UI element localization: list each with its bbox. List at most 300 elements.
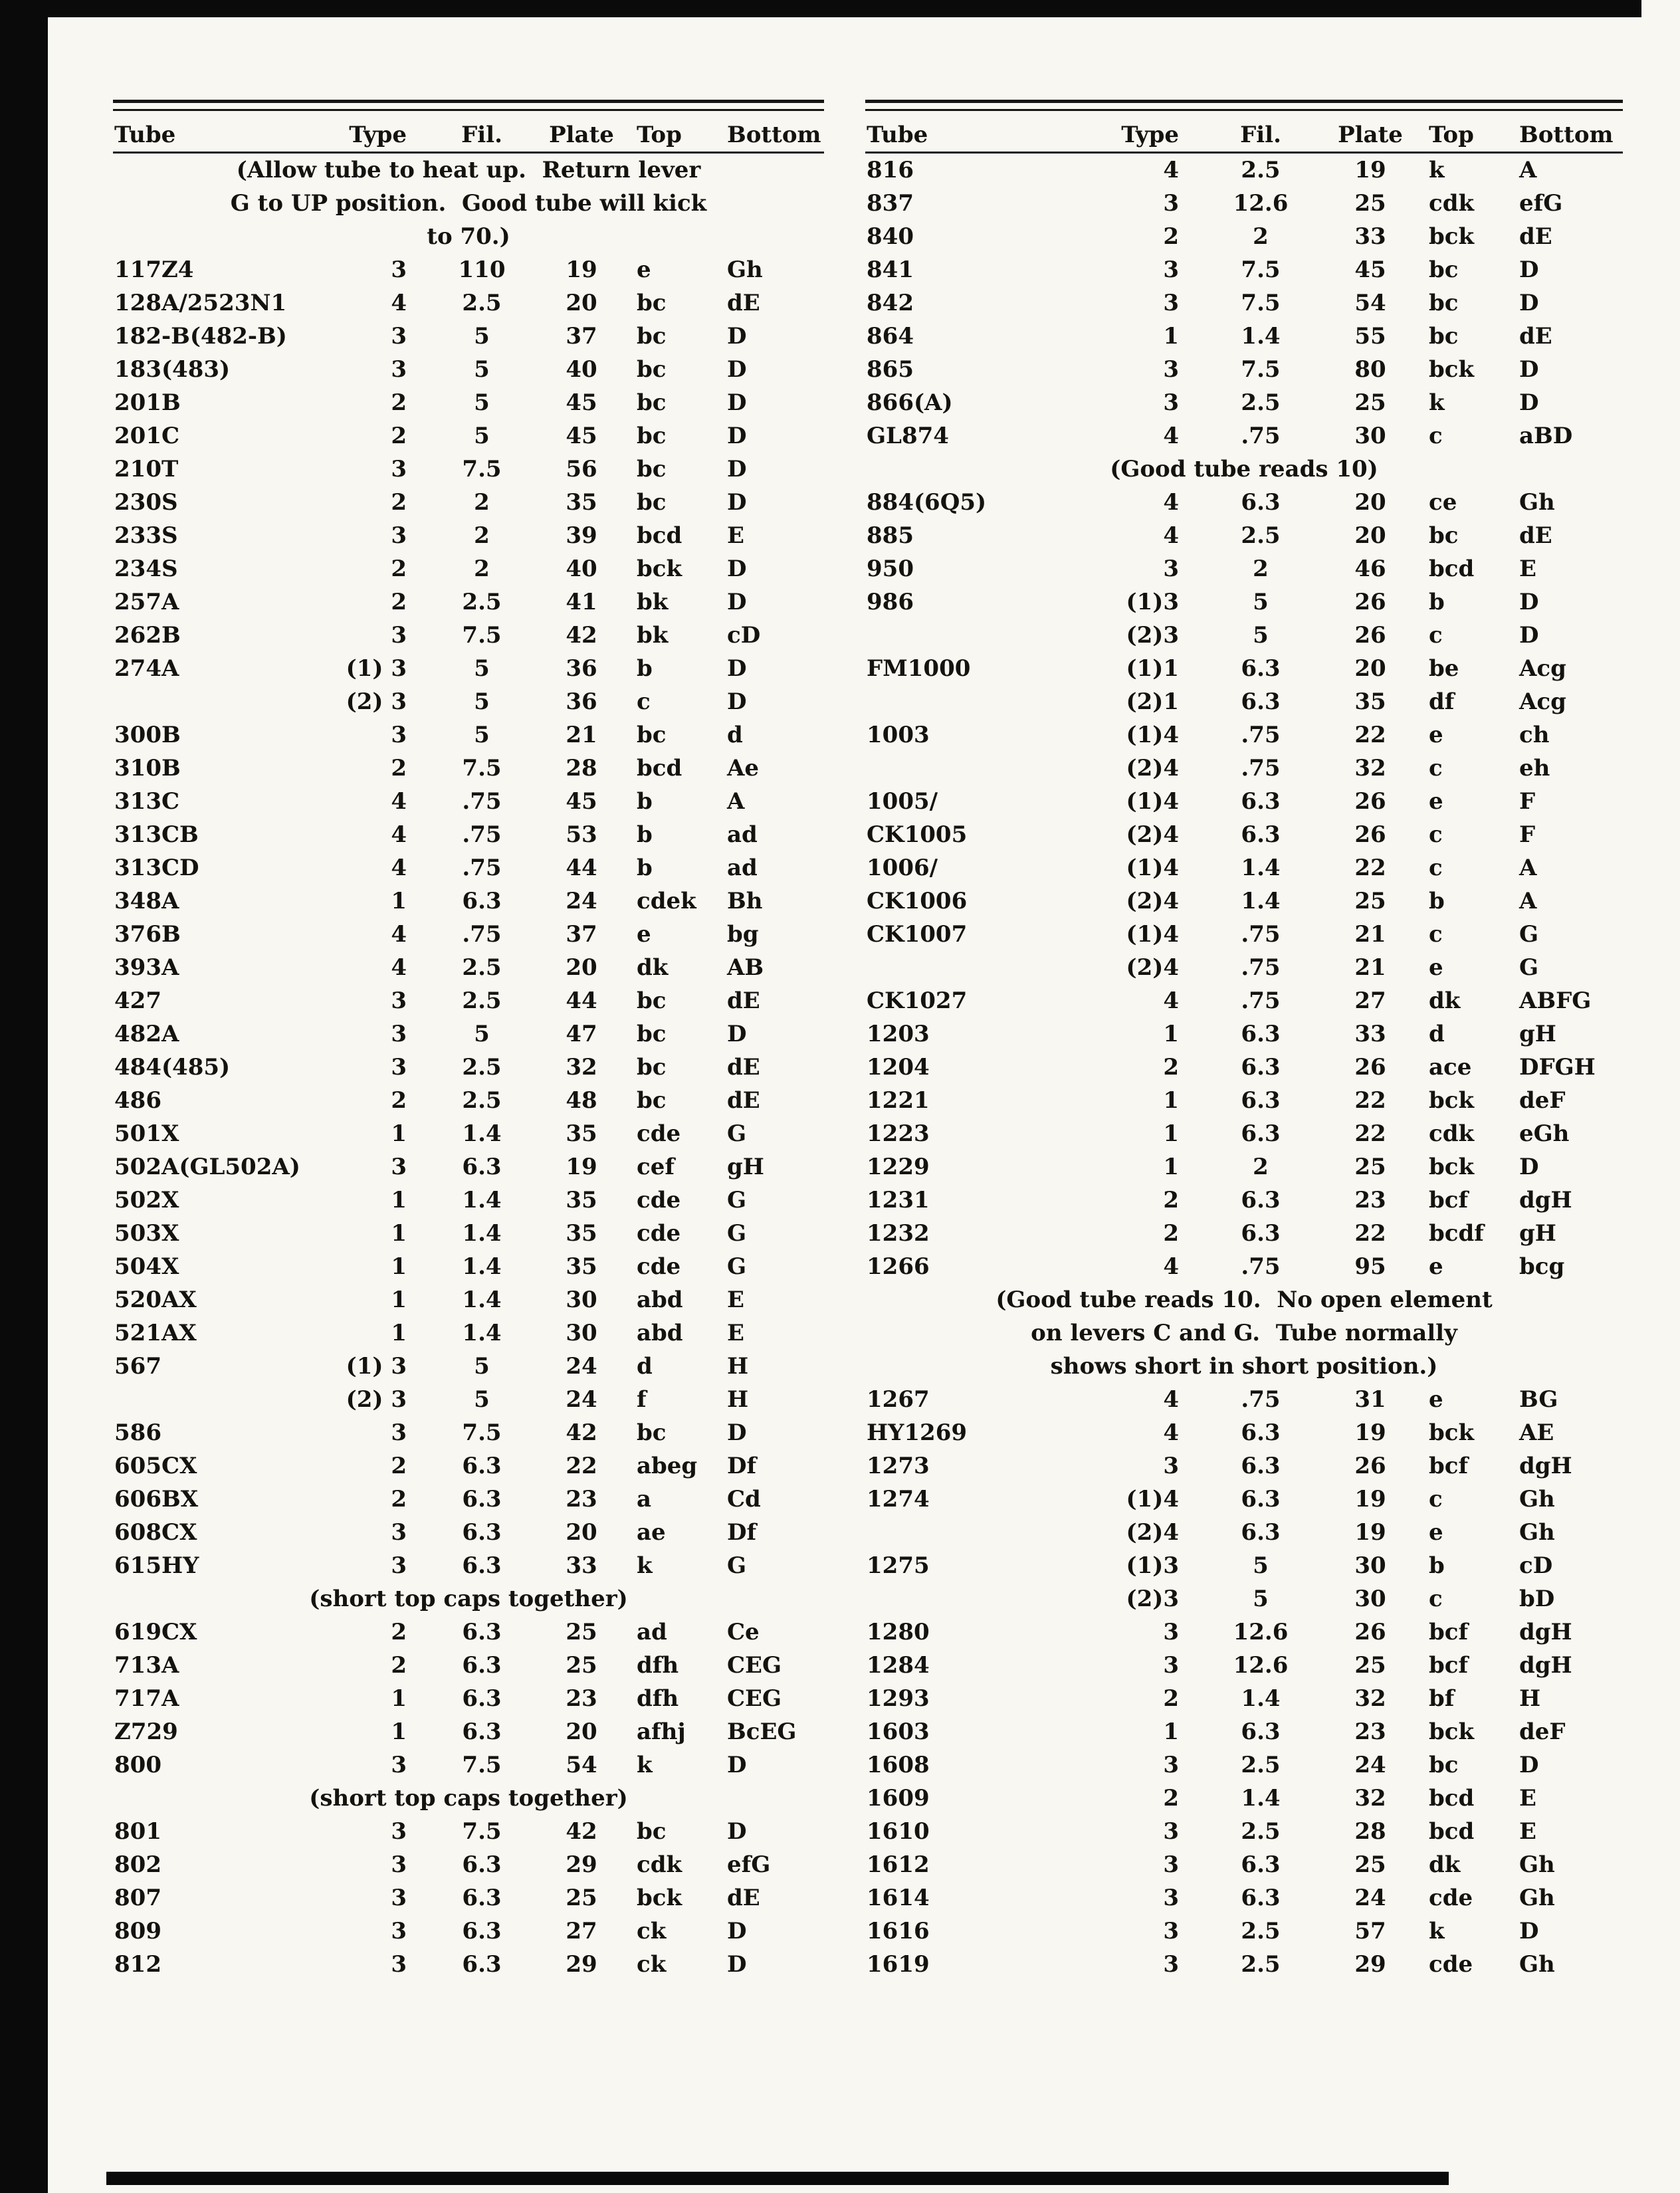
cell-bottom: cD: [1519, 1552, 1553, 1579]
column-header: Type: [1121, 122, 1179, 148]
tube-row: [113, 353, 824, 386]
cell-fil: 6.3: [1241, 1885, 1281, 1911]
cell-top: b: [637, 821, 653, 848]
cell-fil: 5: [474, 356, 490, 383]
cell-bottom: D: [727, 423, 747, 449]
cell-fil: 5: [1253, 589, 1269, 615]
cell-bottom: eh: [1519, 755, 1550, 782]
cell-type: (1)4: [1126, 722, 1179, 748]
cell-top: bc: [637, 290, 667, 316]
cell-plate: 19: [566, 257, 597, 283]
cell-top: cde: [637, 1220, 681, 1247]
cell-tube: [865, 951, 1085, 984]
cell-type: 3: [391, 1951, 407, 1978]
column-header: Fil.: [461, 122, 502, 148]
cell-top: dfh: [637, 1685, 679, 1712]
tube-table-left: [113, 100, 824, 1981]
cell-plate: 24: [566, 1353, 597, 1380]
cell-tube: 1232: [867, 1220, 930, 1247]
tube-row: [865, 818, 1623, 851]
cell-top: bk: [637, 622, 669, 649]
cell-top: k: [1429, 1918, 1445, 1944]
cell-top: ce: [1429, 489, 1457, 516]
cell-fil: 6.3: [1241, 1120, 1281, 1147]
cell-tube: 201C: [114, 423, 180, 449]
cell-type: 2: [1163, 1187, 1179, 1213]
cell-fil: 2.5: [1241, 1752, 1281, 1778]
cell-bottom: dE: [727, 290, 760, 316]
cell-fil: 2.5: [1241, 1951, 1281, 1978]
cell-plate: 40: [566, 356, 597, 383]
cell-bottom: D: [727, 389, 747, 416]
cell-plate: 25: [1354, 1851, 1386, 1878]
cell-plate: 33: [1354, 1021, 1386, 1047]
tube-row: [865, 619, 1623, 652]
cell-bottom: F: [1519, 821, 1536, 848]
tube-row: [113, 785, 824, 818]
cell-fil: 5: [474, 323, 490, 350]
cell-fil: 5: [474, 1386, 490, 1413]
cell-top: bc: [1429, 522, 1459, 549]
tube-row: [113, 1483, 824, 1516]
cell-fil: 5: [474, 423, 490, 449]
cell-type: (1) 3: [346, 1353, 407, 1380]
cell-fil: 6.3: [462, 1652, 502, 1679]
cell-fil: 6.3: [462, 1486, 502, 1513]
cell-type: 4: [1163, 423, 1179, 449]
cell-tube: 482A: [114, 1021, 179, 1047]
cell-tube: 841: [867, 257, 914, 283]
tube-row: [113, 1881, 824, 1915]
cell-type: 2: [1163, 1220, 1179, 1247]
header-top-rule: [865, 100, 1623, 111]
cell-tube: 502A(GL502A): [114, 1154, 300, 1180]
cell-plate: 95: [1354, 1253, 1386, 1280]
cell-bottom: D: [1519, 257, 1539, 283]
cell-top: bk: [637, 589, 669, 615]
cell-type: 1: [1163, 1120, 1179, 1147]
cell-plate: 25: [1354, 1652, 1386, 1679]
cell-type: 2: [391, 755, 407, 782]
cell-fil: 6.3: [1241, 1486, 1281, 1513]
cell-plate: 19: [1354, 157, 1386, 183]
cell-top: bc: [637, 1021, 667, 1047]
cell-plate: 25: [566, 1885, 597, 1911]
cell-tube: 1266: [867, 1253, 930, 1280]
tube-row: [113, 1217, 824, 1250]
cell-plate: 42: [566, 622, 597, 649]
cell-top: cdk: [637, 1851, 682, 1878]
cell-fil: 6.3: [1241, 655, 1281, 682]
cell-fil: 6.3: [1241, 1087, 1281, 1114]
cell-fil: 2: [1253, 1154, 1269, 1180]
cell-bottom: AE: [1519, 1419, 1554, 1446]
cell-type: 1: [391, 1320, 407, 1346]
cell-plate: 23: [566, 1685, 597, 1712]
cell-fil: 5: [1253, 622, 1269, 649]
cell-fil: 6.3: [1241, 1453, 1281, 1479]
cell-plate: 80: [1354, 356, 1386, 383]
cell-bottom: D: [727, 688, 747, 715]
tube-row: [113, 286, 824, 320]
cell-type: (1) 3: [346, 655, 407, 682]
cell-tube: 840: [867, 223, 914, 250]
cell-tube: 1273: [867, 1453, 930, 1479]
cell-bottom: D: [727, 456, 747, 482]
cell-bottom: Gh: [1519, 489, 1555, 516]
cell-bottom: gH: [1519, 1021, 1556, 1047]
cell-plate: 26: [1354, 1619, 1386, 1645]
cell-plate: 35: [566, 1253, 597, 1280]
cell-plate: 57: [1354, 1918, 1386, 1944]
cell-plate: 37: [566, 323, 597, 350]
cell-tube: 233S: [114, 522, 178, 549]
cell-fil: 12.6: [1233, 1619, 1289, 1645]
cell-plate: 20: [1354, 655, 1386, 682]
cell-top: bc: [637, 356, 667, 383]
cell-fil: 7.5: [462, 755, 502, 782]
cell-bottom: Cd: [727, 1486, 761, 1513]
cell-tube: 816: [867, 157, 914, 183]
scan-edge-top: [0, 0, 1641, 17]
cell-bottom: dE: [727, 1885, 760, 1911]
cell-tube: [865, 1516, 1085, 1549]
cell-plate: 36: [566, 655, 597, 682]
cell-plate: 20: [566, 290, 597, 316]
cell-bottom: eGh: [1519, 1120, 1570, 1147]
cell-top: bck: [1429, 1719, 1475, 1745]
cell-top: afhj: [637, 1719, 686, 1745]
cell-bottom: dgH: [1519, 1619, 1572, 1645]
cell-bottom: BG: [1519, 1386, 1558, 1413]
cell-top: c: [1429, 622, 1443, 649]
cell-fil: 6.3: [1241, 788, 1281, 815]
cell-plate: 22: [1354, 722, 1386, 748]
cell-type: (1)4: [1126, 855, 1179, 881]
cell-fil: 7.5: [462, 622, 502, 649]
cell-plate: 24: [566, 888, 597, 914]
cell-top: e: [1429, 788, 1443, 815]
cell-type: 1: [1163, 1154, 1179, 1180]
tube-row: [865, 1250, 1623, 1283]
cell-tube: 713A: [114, 1652, 179, 1679]
cell-bottom: deF: [1519, 1719, 1566, 1745]
cell-tube: 615HY: [114, 1552, 199, 1579]
cell-type: 4: [391, 788, 407, 815]
cell-top: cde: [1429, 1885, 1473, 1911]
cell-top: c: [1429, 755, 1443, 782]
cell-type: 3: [391, 1519, 407, 1546]
cell-tube: 501X: [114, 1120, 179, 1147]
table-note-line: on levers C and G. Tube normally: [1031, 1320, 1457, 1346]
cell-bottom: dgH: [1519, 1187, 1572, 1213]
cell-fil: 2: [474, 522, 490, 549]
cell-plate: 24: [566, 1386, 597, 1413]
cell-plate: 46: [1354, 556, 1386, 582]
tube-row: [865, 652, 1623, 685]
cell-type: 3: [391, 456, 407, 482]
cell-bottom: dE: [727, 1054, 760, 1081]
cell-type: 4: [391, 821, 407, 848]
cell-type: 4: [391, 855, 407, 881]
cell-fil: 5: [474, 688, 490, 715]
cell-top: ck: [637, 1918, 667, 1944]
cell-fil: .75: [462, 821, 502, 848]
cell-bottom: Acg: [1519, 688, 1566, 715]
cell-tube: 393A: [114, 954, 179, 981]
cell-tube: 809: [114, 1918, 161, 1944]
cell-top: f: [637, 1386, 647, 1413]
cell-fil: 110: [458, 257, 506, 283]
tube-row: [113, 419, 824, 453]
cell-bottom: dE: [1519, 223, 1552, 250]
tube-row: [865, 885, 1623, 918]
tube-row: [865, 1649, 1623, 1682]
cell-plate: 26: [1354, 1054, 1386, 1081]
cell-top: bck: [1429, 1154, 1475, 1180]
cell-tube: 502X: [114, 1187, 179, 1213]
cell-fil: 2.5: [1241, 1818, 1281, 1845]
tube-row: [113, 1449, 824, 1483]
cell-fil: 5: [474, 1353, 490, 1380]
tube-row: [113, 1549, 824, 1582]
cell-fil: 2.5: [462, 589, 502, 615]
cell-tube: 1203: [867, 1021, 930, 1047]
cell-tube: 1293: [867, 1685, 930, 1712]
tube-table-right: [865, 100, 1623, 1981]
cell-type: (1)4: [1126, 921, 1179, 948]
cell-type: 1: [391, 1287, 407, 1313]
cell-plate: 40: [566, 556, 597, 582]
cell-type: 2: [391, 389, 407, 416]
tube-row: [865, 552, 1623, 585]
cell-top: bf: [1429, 1685, 1455, 1712]
cell-top: b: [1429, 589, 1445, 615]
cell-fil: 1.4: [1241, 855, 1281, 881]
cell-bottom: deF: [1519, 1087, 1566, 1114]
table-note-line: (Good tube reads 10): [1110, 456, 1378, 482]
cell-type: 3: [391, 257, 407, 283]
cell-bottom: DFGH: [1519, 1054, 1596, 1081]
cell-bottom: A: [1519, 157, 1537, 183]
cell-plate: 24: [1354, 1885, 1386, 1911]
cell-plate: 21: [1354, 921, 1386, 948]
cell-fil: .75: [1241, 988, 1281, 1014]
cell-tube: 1223: [867, 1120, 930, 1147]
cell-top: c: [637, 688, 651, 715]
cell-tube: 567: [114, 1353, 161, 1380]
cell-plate: 35: [1354, 688, 1386, 715]
cell-plate: 42: [566, 1818, 597, 1845]
cell-bottom: Acg: [1519, 655, 1566, 682]
cell-bottom: Gh: [1519, 1951, 1555, 1978]
cell-top: b: [1429, 888, 1445, 914]
cell-top: bcf: [1429, 1187, 1469, 1213]
cell-fil: 6.3: [462, 1951, 502, 1978]
cell-tube: 1609: [867, 1785, 930, 1812]
cell-fil: 6.3: [462, 1685, 502, 1712]
cell-top: dk: [1429, 1851, 1461, 1878]
cell-top: d: [637, 1353, 653, 1380]
cell-plate: 45: [1354, 257, 1386, 283]
cell-tube: 619CX: [114, 1619, 197, 1645]
cell-type: 3: [1163, 257, 1179, 283]
cell-tube: 521AX: [114, 1320, 197, 1346]
cell-tube: 986: [867, 589, 914, 615]
cell-bottom: aBD: [1519, 423, 1573, 449]
cell-type: 3: [1163, 1453, 1179, 1479]
tube-row: [113, 1084, 824, 1117]
cell-fil: 2: [474, 489, 490, 516]
cell-type: 4: [1163, 522, 1179, 549]
cell-bottom: G: [727, 1253, 747, 1280]
cell-tube: [865, 619, 1085, 652]
cell-top: c: [1429, 1586, 1443, 1612]
cell-plate: 26: [1354, 622, 1386, 649]
cell-bottom: H: [727, 1386, 749, 1413]
cell-plate: 25: [1354, 888, 1386, 914]
tube-row: [113, 1715, 824, 1748]
scan-edge-bottom: [106, 2172, 1449, 2185]
tube-row: [113, 1150, 824, 1184]
tube-row: [865, 1516, 1623, 1549]
cell-tube: 1608: [867, 1752, 930, 1778]
cell-type: 2: [391, 1619, 407, 1645]
cell-plate: 30: [1354, 1552, 1386, 1579]
cell-type: 3: [391, 988, 407, 1014]
tube-row: [113, 885, 824, 918]
cell-type: 2: [1163, 1054, 1179, 1081]
cell-fil: 1.4: [462, 1120, 502, 1147]
cell-type: 1: [1163, 323, 1179, 350]
cell-type: 3: [1163, 1818, 1179, 1845]
cell-type: 1: [391, 1120, 407, 1147]
cell-bottom: D: [727, 589, 747, 615]
cell-type: (1)4: [1126, 1486, 1179, 1513]
cell-fil: 7.5: [462, 1752, 502, 1778]
cell-type: (1)3: [1126, 1552, 1179, 1579]
cell-top: bcdf: [1429, 1220, 1484, 1247]
tube-row: [865, 1782, 1623, 1815]
tube-row: [113, 1682, 824, 1715]
cell-bottom: dE: [1519, 522, 1552, 549]
cell-top: cdk: [1429, 1120, 1475, 1147]
cell-type: 1: [391, 1685, 407, 1712]
cell-type: 4: [391, 290, 407, 316]
cell-plate: 21: [1354, 954, 1386, 981]
cell-fil: .75: [1241, 921, 1281, 948]
cell-bottom: CEG: [727, 1685, 782, 1712]
cell-tube: 1005/: [867, 788, 938, 815]
cell-type: 3: [391, 1419, 407, 1446]
cell-top: bck: [1429, 223, 1475, 250]
cell-fil: 6.3: [462, 888, 502, 914]
cell-tube: 117Z4: [114, 257, 194, 283]
tube-row: [865, 1616, 1623, 1649]
cell-tube: 812: [114, 1951, 161, 1978]
cell-plate: 35: [566, 489, 597, 516]
cell-tube: [865, 1582, 1085, 1616]
cell-type: 1: [391, 1253, 407, 1280]
cell-fil: 6.3: [462, 1885, 502, 1911]
column-header: Bottom: [1519, 122, 1614, 148]
cell-bottom: ad: [727, 821, 758, 848]
tube-row: [113, 1250, 824, 1283]
cell-top: e: [1429, 722, 1443, 748]
cell-tube: 1275: [867, 1552, 930, 1579]
cell-tube: 427: [114, 988, 161, 1014]
cell-bottom: E: [727, 522, 744, 549]
cell-plate: 44: [566, 855, 597, 881]
cell-bottom: Df: [727, 1453, 757, 1479]
cell-tube: FM1000: [867, 655, 971, 682]
cell-top: be: [1429, 655, 1459, 682]
cell-top: cde: [637, 1253, 681, 1280]
cell-top: bc: [637, 489, 667, 516]
cell-tube: 842: [867, 290, 914, 316]
cell-plate: 25: [566, 1619, 597, 1645]
cell-type: 1: [391, 1220, 407, 1247]
cell-bottom: dgH: [1519, 1652, 1572, 1679]
cell-bottom: E: [1519, 556, 1536, 582]
cell-type: 2: [391, 556, 407, 582]
cell-top: cde: [637, 1120, 681, 1147]
cell-type: 2: [391, 423, 407, 449]
cell-top: e: [1429, 954, 1443, 981]
cell-fil: 1.4: [462, 1187, 502, 1213]
tube-row: [865, 353, 1623, 386]
cell-tube: 210T: [114, 456, 179, 482]
cell-type: (2)4: [1126, 888, 1179, 914]
cell-top: bc: [637, 1419, 667, 1446]
cell-plate: 26: [1354, 589, 1386, 615]
cell-fil: 2.5: [462, 1087, 502, 1114]
cell-tube: 128A/2523N1: [114, 290, 287, 316]
cell-fil: 5: [474, 722, 490, 748]
tube-row: [865, 1416, 1623, 1449]
cell-top: abd: [637, 1320, 683, 1346]
cell-fil: 2: [1253, 223, 1269, 250]
cell-bottom: D: [727, 1951, 747, 1978]
tube-row: [865, 1748, 1623, 1782]
cell-tube: 1267: [867, 1386, 930, 1413]
tube-row: [865, 1217, 1623, 1250]
cell-fil: .75: [462, 788, 502, 815]
cell-fil: 6.3: [1241, 1851, 1281, 1878]
cell-plate: 45: [566, 389, 597, 416]
cell-fil: 2.5: [1241, 157, 1281, 183]
cell-tube: CK1027: [867, 988, 968, 1014]
cell-bottom: D: [727, 356, 747, 383]
cell-plate: 30: [1354, 423, 1386, 449]
tube-row: [113, 1117, 824, 1150]
cell-plate: 25: [1354, 389, 1386, 416]
cell-top: abeg: [637, 1453, 698, 1479]
cell-type: (2)3: [1126, 622, 1179, 649]
cell-tube: 230S: [114, 489, 178, 516]
table-note-line: (Allow tube to heat up. Return lever: [236, 157, 701, 183]
cell-fil: 1.4: [1241, 1685, 1281, 1712]
tube-row: [113, 1350, 824, 1383]
cell-type: 3: [391, 1851, 407, 1878]
cell-type: 3: [391, 1552, 407, 1579]
cell-fil: 5: [1253, 1552, 1269, 1579]
cell-tube: [865, 685, 1085, 718]
cell-type: 2: [391, 1486, 407, 1513]
cell-type: (2)4: [1126, 755, 1179, 782]
cell-type: 2: [391, 1453, 407, 1479]
cell-type: 3: [1163, 1951, 1179, 1978]
